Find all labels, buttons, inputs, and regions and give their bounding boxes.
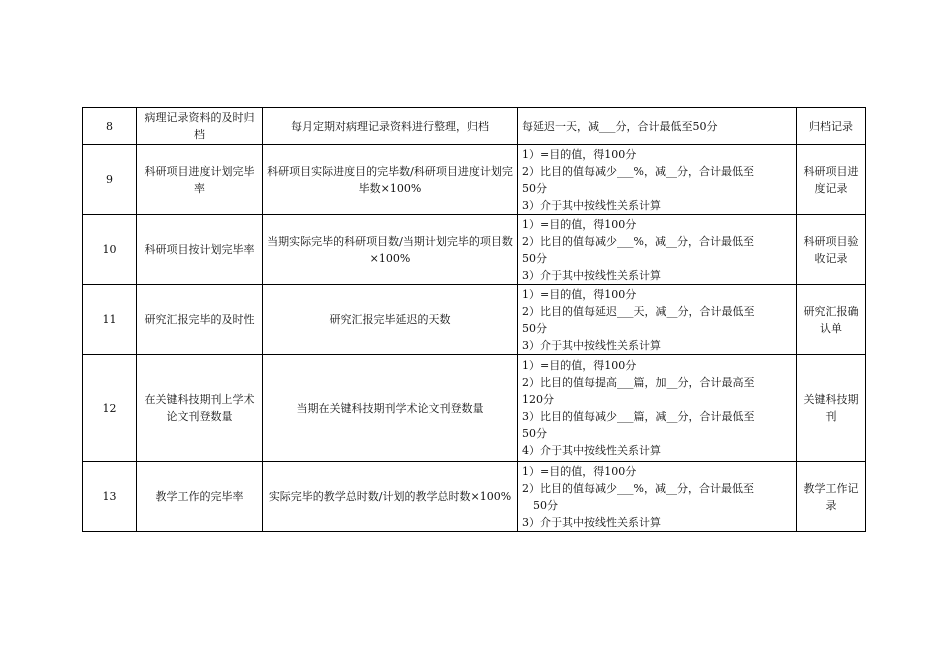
kpi-table-body <box>83 108 866 532</box>
scoring-rules <box>518 355 797 462</box>
scoring-rule-line: 每延迟一天，减___分，合计最低至50分 <box>522 119 718 133</box>
indicator-definition: 当期在关键科技期刊学术论文刊登数量 <box>263 355 518 462</box>
scoring-rule-line: 50分 <box>522 498 558 512</box>
indicator-name: 科研项目按计划完毕率 <box>137 215 263 285</box>
kpi-table <box>82 107 866 532</box>
indicator-name: 科研项目进度计划完毕率 <box>137 145 263 215</box>
scoring-rule-line: 1）=目的值，得100分 <box>522 287 637 301</box>
table-row <box>83 108 866 145</box>
row-number: 10 <box>83 215 137 285</box>
indicator-definition: 研究汇报完毕延迟的天数 <box>263 285 518 355</box>
data-source: 关键科技期刊 <box>797 355 866 462</box>
scoring-rule-line: 2）比目的值每提高___篇，加__分，合计最高至 <box>522 376 755 389</box>
scoring-rules <box>518 215 797 285</box>
row-number: 8 <box>83 108 137 145</box>
scoring-rule-line: 4）介于其中按线性关系计算 <box>522 444 661 457</box>
indicator-name: 病理记录资料的及时归档 <box>137 108 263 145</box>
scoring-rule-line: 2）比目的值每延迟___天，减__分，合计最低至 <box>522 304 755 318</box>
scoring-rule-line: 3）比目的值每减少___篇，减__分，合计最低至 <box>522 410 755 423</box>
scoring-rule-line: 2）比目的值每减少___%，减__分，合计最低至 <box>522 481 754 495</box>
scoring-rule-line: 1）=目的值，得100分 <box>522 147 637 161</box>
scoring-rules <box>518 285 797 355</box>
row-number: 9 <box>83 145 137 215</box>
row-number: 13 <box>83 462 137 532</box>
row-number: 11 <box>83 285 137 355</box>
scoring-rule-line: 3）介于其中按线性关系计算 <box>522 268 661 282</box>
table-row <box>83 462 866 532</box>
scoring-rules <box>518 145 797 215</box>
indicator-definition: 当期实际完毕的科研项目数/当期计划完毕的项目数×100% <box>263 215 518 285</box>
scoring-rules <box>518 108 797 145</box>
data-source: 教学工作记录 <box>797 462 866 532</box>
scoring-rule-line: 1）=目的值，得100分 <box>522 359 637 372</box>
scoring-rule-line: 2）比目的值每减少___%，减__分，合计最低至 <box>522 234 754 248</box>
indicator-name: 在关键科技期刊上学术论文刊登数量 <box>137 355 263 462</box>
indicator-definition: 实际完毕的教学总时数/计划的教学总时数×100% <box>263 462 518 532</box>
table-row <box>83 355 866 462</box>
scoring-rule-line: 3）介于其中按线性关系计算 <box>522 338 661 352</box>
scoring-rule-line: 2）比目的值每减少___%，减__分，合计最低至 <box>522 164 754 178</box>
scoring-rule-line: 120分 <box>522 393 554 406</box>
indicator-name: 研究汇报完毕的及时性 <box>137 285 263 355</box>
table-row <box>83 285 866 355</box>
scoring-rule-line: 50分 <box>522 181 547 195</box>
indicator-name: 教学工作的完毕率 <box>137 462 263 532</box>
indicator-definition: 每月定期对病理记录资料进行整理，归档 <box>263 108 518 145</box>
row-number: 12 <box>83 355 137 462</box>
scoring-rule-line: 1）=目的值，得100分 <box>522 464 637 478</box>
data-source: 科研项目进度记录 <box>797 145 866 215</box>
scoring-rule-line: 50分 <box>522 251 547 265</box>
table-row <box>83 145 866 215</box>
data-source: 科研项目验收记录 <box>797 215 866 285</box>
indicator-definition: 科研项目实际进度目的完毕数/科研项目进度计划完毕数×100% <box>263 145 518 215</box>
data-source: 归档记录 <box>797 108 866 145</box>
scoring-rule-line: 3）介于其中按线性关系计算 <box>522 198 661 212</box>
scoring-rule-line: 3）介于其中按线性关系计算 <box>522 515 661 529</box>
data-source: 研究汇报确认单 <box>797 285 866 355</box>
scoring-rule-line: 50分 <box>522 427 547 440</box>
scoring-rule-line: 1）=目的值，得100分 <box>522 217 637 231</box>
scoring-rule-line: 50分 <box>522 321 547 335</box>
table-row <box>83 215 866 285</box>
scoring-rules <box>518 462 797 532</box>
